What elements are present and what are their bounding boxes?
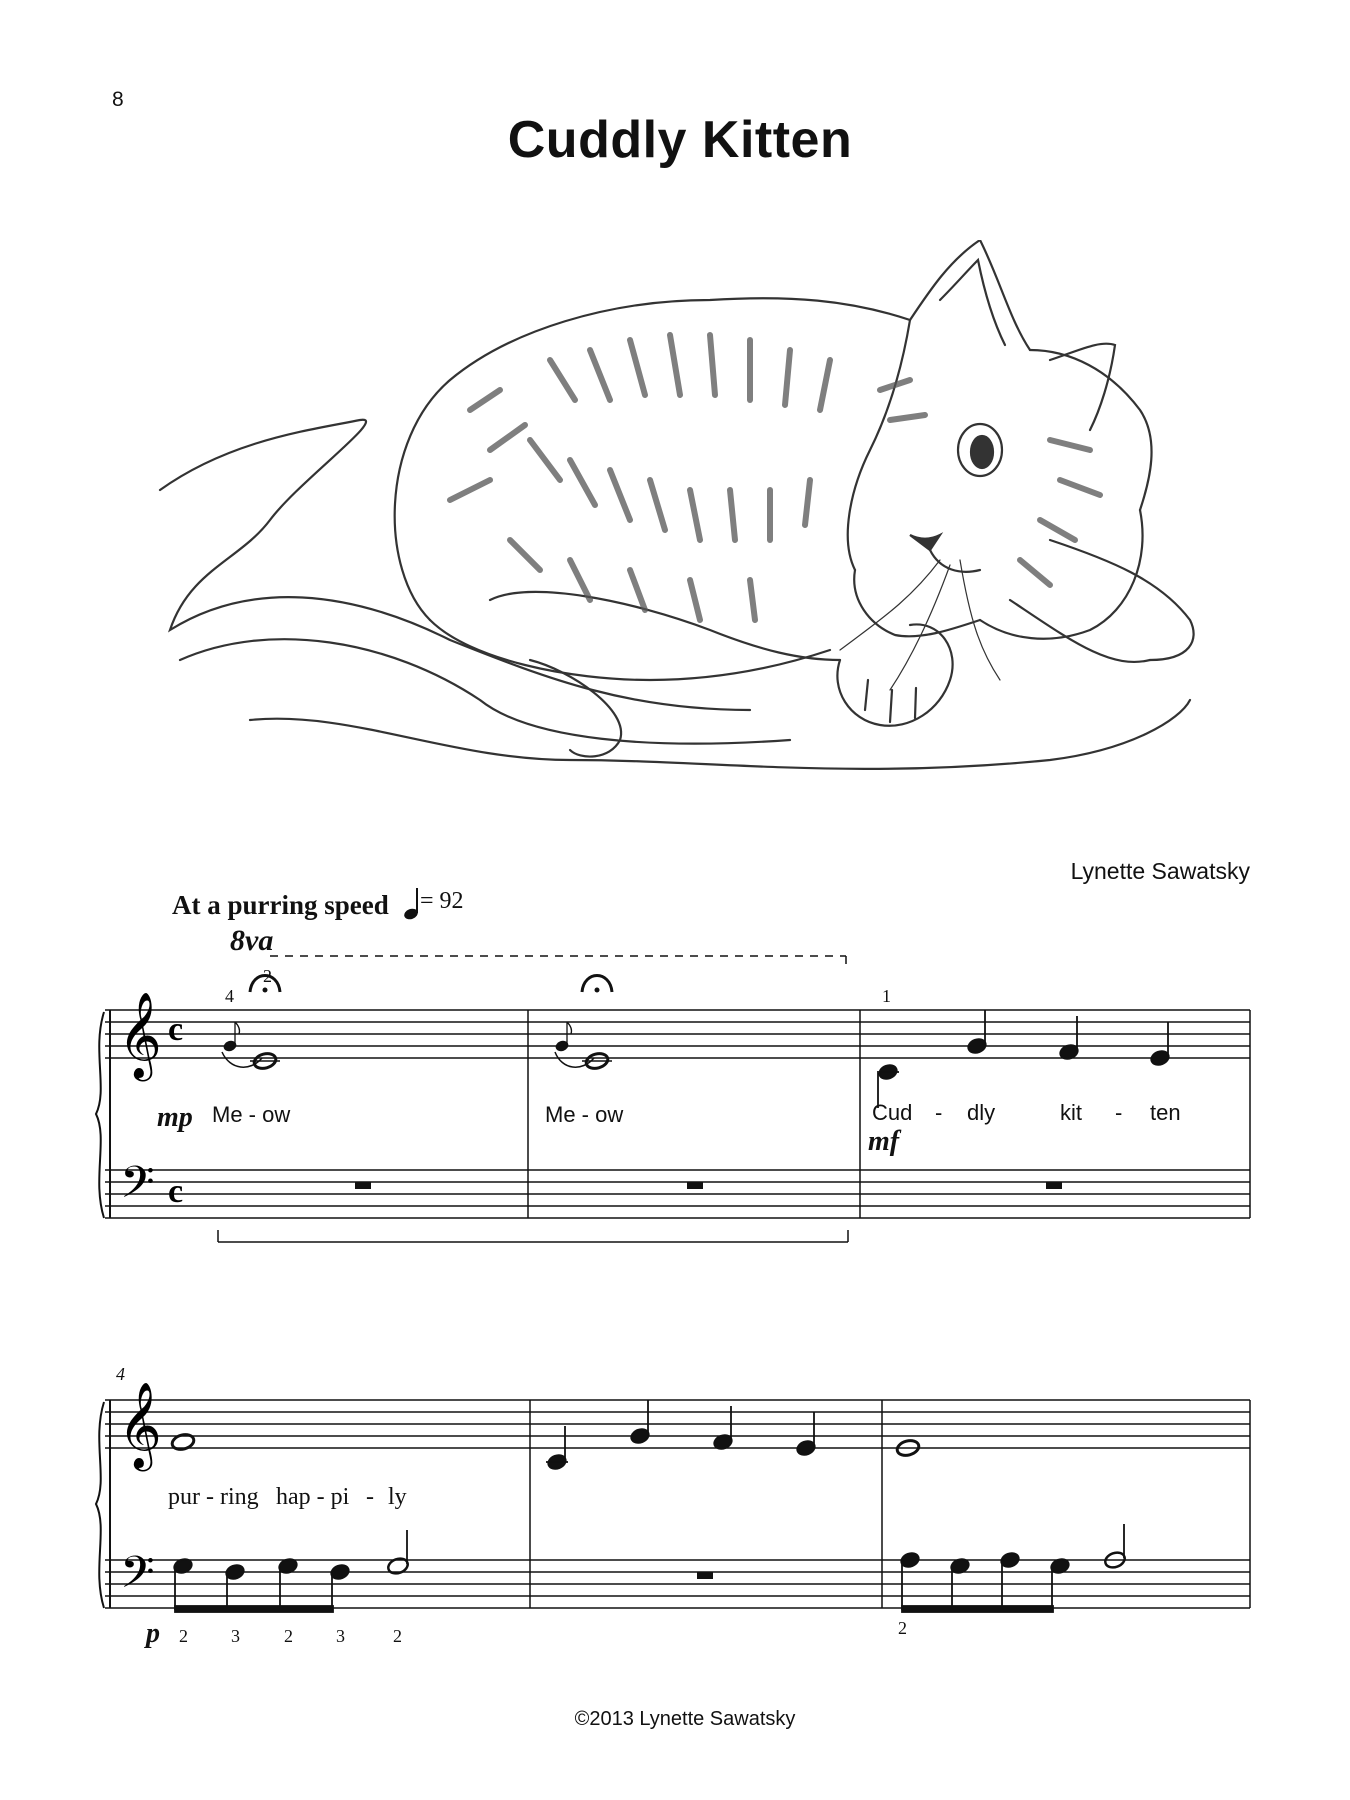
fingering: 2 xyxy=(898,1618,907,1638)
grace-note xyxy=(223,1022,240,1052)
lyric: pur - ring xyxy=(168,1484,259,1510)
music-system-2 xyxy=(0,1370,1350,1670)
measure-number: 4 xyxy=(116,1364,125,1384)
quarter-note-icon xyxy=(403,887,421,921)
dynamic-mark: mf xyxy=(868,1126,900,1157)
lyric: - xyxy=(366,1484,374,1510)
fingering: 3 xyxy=(231,1626,240,1646)
lyric: dly xyxy=(967,1100,996,1125)
lyric: - xyxy=(1115,1100,1123,1125)
dynamic-mark: p xyxy=(146,1618,160,1649)
fingering: 4 xyxy=(225,986,234,1006)
fingering: 1 xyxy=(882,986,891,1006)
lyric: kit xyxy=(1060,1100,1082,1125)
lyric: Cud xyxy=(872,1100,913,1125)
lyric: ly xyxy=(388,1484,407,1510)
svg-text:𝄢: 𝄢 xyxy=(120,1158,155,1218)
lyric: hap - pi xyxy=(276,1484,350,1510)
lyric: - xyxy=(935,1100,943,1125)
svg-text:𝄞: 𝄞 xyxy=(118,995,162,1077)
tempo-bpm: = 92 xyxy=(420,888,464,914)
svg-text:c: c xyxy=(168,1173,184,1210)
fingering: 2 xyxy=(393,1626,402,1646)
dynamic-mark: mp xyxy=(157,1102,193,1133)
composer-name: Lynette Sawatsky xyxy=(1070,858,1250,884)
page-number: 8 xyxy=(112,88,124,111)
lyric: Me - ow xyxy=(212,1102,291,1127)
fingering: 3 xyxy=(336,1626,345,1646)
svg-text:𝄢: 𝄢 xyxy=(120,1548,155,1608)
music-system-1 xyxy=(0,930,1350,1270)
tempo-text: At a purring speed xyxy=(172,890,389,920)
kitten-illustration xyxy=(150,240,1210,800)
fingering: 2 xyxy=(284,1626,293,1646)
fingering: 2 xyxy=(263,966,272,986)
lyric: ten xyxy=(1150,1100,1181,1125)
copyright: ©2013 Lynette Sawatsky xyxy=(574,1708,796,1730)
svg-text:c: c xyxy=(168,1011,184,1048)
fingering: 2 xyxy=(179,1626,188,1646)
page-title: Cuddly Kitten xyxy=(507,111,853,169)
lyric: Me - ow xyxy=(545,1102,624,1127)
svg-text:𝄞: 𝄞 xyxy=(118,1385,162,1467)
octave-mark: 8va xyxy=(230,924,274,957)
